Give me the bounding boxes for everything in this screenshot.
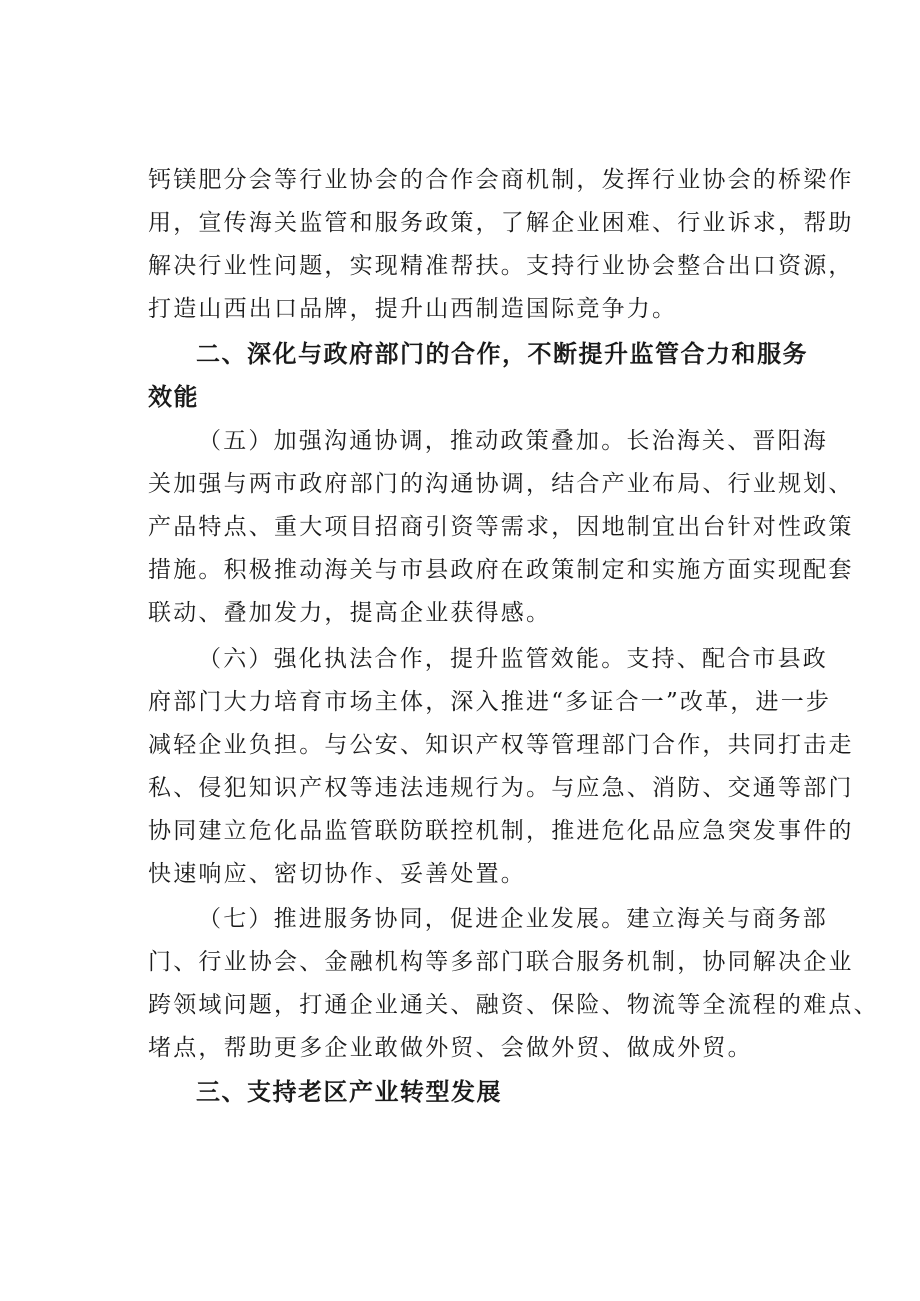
text-line: 快速响应、密切协作、妥善处置。 (148, 861, 526, 887)
heading-line: 三、支持老区产业转型发展 (196, 1078, 502, 1106)
text-line: 协同建立危化品监管联防联控机制，推进危化品应急突发事件的 (148, 818, 854, 844)
text-line: （七）推进服务协同，促进企业发展。建立海关与商务部 (198, 906, 828, 932)
text-line: 打造山西出口品牌，提升山西制造国际竞争力。 (148, 296, 678, 322)
text-line: 跨领域问题，打通企业通关、融资、保险、物流等全流程的难点、 (148, 992, 879, 1018)
text-line: （五）加强沟通协调，推动政策叠加。长治海关、晋阳海 (198, 428, 828, 454)
heading-line: 二、深化与政府部门的合作，不断提升监管合力和服务 (196, 340, 808, 368)
text-line: 解决行业性问题，实现精准帮扶。支持行业协会整合出口资源， (148, 253, 854, 279)
text-line: 堵点，帮助更多企业敢做外贸、会做外贸、做成外贸。 (148, 1035, 753, 1061)
text-line: 减轻企业负担。与公安、知识产权等管理部门合作，共同打击走 (148, 732, 854, 758)
text-line: 用，宣传海关监管和服务政策，了解企业困难、行业诉求，帮助 (148, 210, 854, 236)
text-line: 钙镁肥分会等行业协会的合作会商机制，发挥行业协会的桥梁作 (148, 167, 854, 193)
text-line: 私、侵犯知识产权等违法违规行为。与应急、消防、交通等部门 (148, 775, 854, 801)
text-line: 门、行业协会、金融机构等多部门联合服务机制，协同解决企业 (148, 949, 854, 975)
text-line: 产品特点、重大项目招商引资等需求，因地制宜出台针对性政策 (148, 514, 854, 540)
heading-line: 效能 (148, 383, 199, 411)
text-line: 联动、叠加发力，提高企业获得感。 (148, 600, 552, 626)
text-line: 措施。积极推动海关与市县政府在政策制定和实施方面实现配套 (148, 557, 854, 583)
text-line: 关加强与两市政府部门的沟通协调，结合产业布局、行业规划、 (148, 471, 854, 497)
text-line: 府部门大力培育市场主体，深入推进“多证合一”改革，进一步 (148, 689, 832, 715)
text-line: （六）强化执法合作，提升监管效能。支持、配合市县政 (198, 646, 828, 672)
